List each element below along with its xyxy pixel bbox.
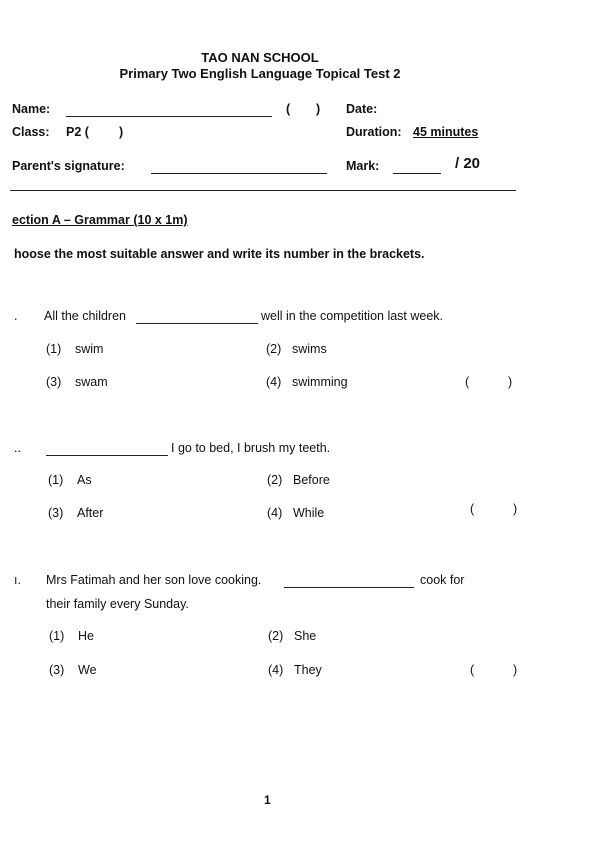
q2-option-4-number: (4) <box>267 506 283 520</box>
class-value: P2 ( <box>66 125 89 139</box>
q3-option-4-text: They <box>294 663 322 677</box>
duration-value: 45 minutes <box>413 125 479 139</box>
q1-option-4-number: (4) <box>266 375 282 389</box>
q3-option-1-number: (1) <box>49 629 65 643</box>
name-paren-close: ) <box>316 102 321 116</box>
q2-option-1-number: (1) <box>48 473 64 487</box>
name-line[interactable] <box>66 116 272 117</box>
q3-option-1-text: He <box>78 629 94 643</box>
section-instruction: hoose the most suitable answer and write its number in the brackets. <box>14 247 425 261</box>
signature-line[interactable] <box>151 173 327 174</box>
q3-option-2-number: (2) <box>268 629 284 643</box>
mark-label: Mark: <box>346 159 380 173</box>
q3-answer-bracket-close[interactable]: ) <box>513 663 518 677</box>
question-3-text-before: Mrs Fatimah and her son love cooking. <box>46 573 262 587</box>
class-label: Class: <box>12 125 50 139</box>
name-label: Name: <box>12 102 51 116</box>
question-2-number: .. <box>14 441 21 455</box>
q1-option-4-text: swimming <box>292 375 348 389</box>
question-1-text-after: well in the competition last week. <box>261 309 444 323</box>
name-paren-open: ( <box>286 102 291 116</box>
q3-option-3-number: (3) <box>49 663 65 677</box>
q1-option-2-text: swims <box>292 342 327 356</box>
question-2-blank[interactable] <box>46 455 168 456</box>
q1-option-2-number: (2) <box>266 342 282 356</box>
section-title: ection A – Grammar (10 x 1m) <box>12 213 188 227</box>
q1-answer-bracket-open[interactable]: ( <box>465 375 470 389</box>
q2-option-2-number: (2) <box>267 473 283 487</box>
header-divider <box>10 190 516 191</box>
question-3-number: ı. <box>14 573 21 587</box>
class-paren-close: ) <box>119 125 124 139</box>
mark-line[interactable] <box>393 173 441 174</box>
q1-option-1-text: swim <box>75 342 104 356</box>
question-3-text-after: cook for <box>420 573 465 587</box>
q2-option-4-text: While <box>293 506 325 520</box>
q1-answer-bracket-close[interactable]: ) <box>508 375 513 389</box>
q2-option-1-text: As <box>77 473 92 487</box>
question-1-number: . <box>14 309 18 323</box>
q1-option-1-number: (1) <box>46 342 62 356</box>
q2-answer-bracket-open[interactable]: ( <box>470 502 475 516</box>
q3-option-3-text: We <box>78 663 97 677</box>
q2-option-2-text: Before <box>293 473 330 487</box>
q2-option-3-text: After <box>77 506 104 520</box>
date-label: Date: <box>346 102 378 116</box>
q1-option-3-text: swam <box>75 375 108 389</box>
question-2-text-after: I go to bed, I brush my teeth. <box>171 441 331 455</box>
page-number: 1 <box>264 793 271 807</box>
question-1-blank[interactable] <box>136 323 258 324</box>
q3-option-2-text: She <box>294 629 317 643</box>
q1-option-3-number: (3) <box>46 375 62 389</box>
q3-option-4-number: (4) <box>268 663 284 677</box>
question-3-blank[interactable] <box>284 587 414 588</box>
q2-answer-bracket-close[interactable]: ) <box>513 502 518 516</box>
question-1-text-before: All the children <box>44 309 126 323</box>
school-name: TAO NAN SCHOOL <box>201 50 319 65</box>
test-title: Primary Two English Language Topical Test 2 <box>119 66 401 81</box>
q2-option-3-number: (3) <box>48 506 64 520</box>
parent-signature-label: Parent's signature: <box>12 159 125 173</box>
mark-total: / 20 <box>455 155 481 172</box>
duration-label: Duration: <box>346 125 402 139</box>
question-3-text-line2: their family every Sunday. <box>46 597 189 611</box>
q3-answer-bracket-open[interactable]: ( <box>470 663 475 677</box>
